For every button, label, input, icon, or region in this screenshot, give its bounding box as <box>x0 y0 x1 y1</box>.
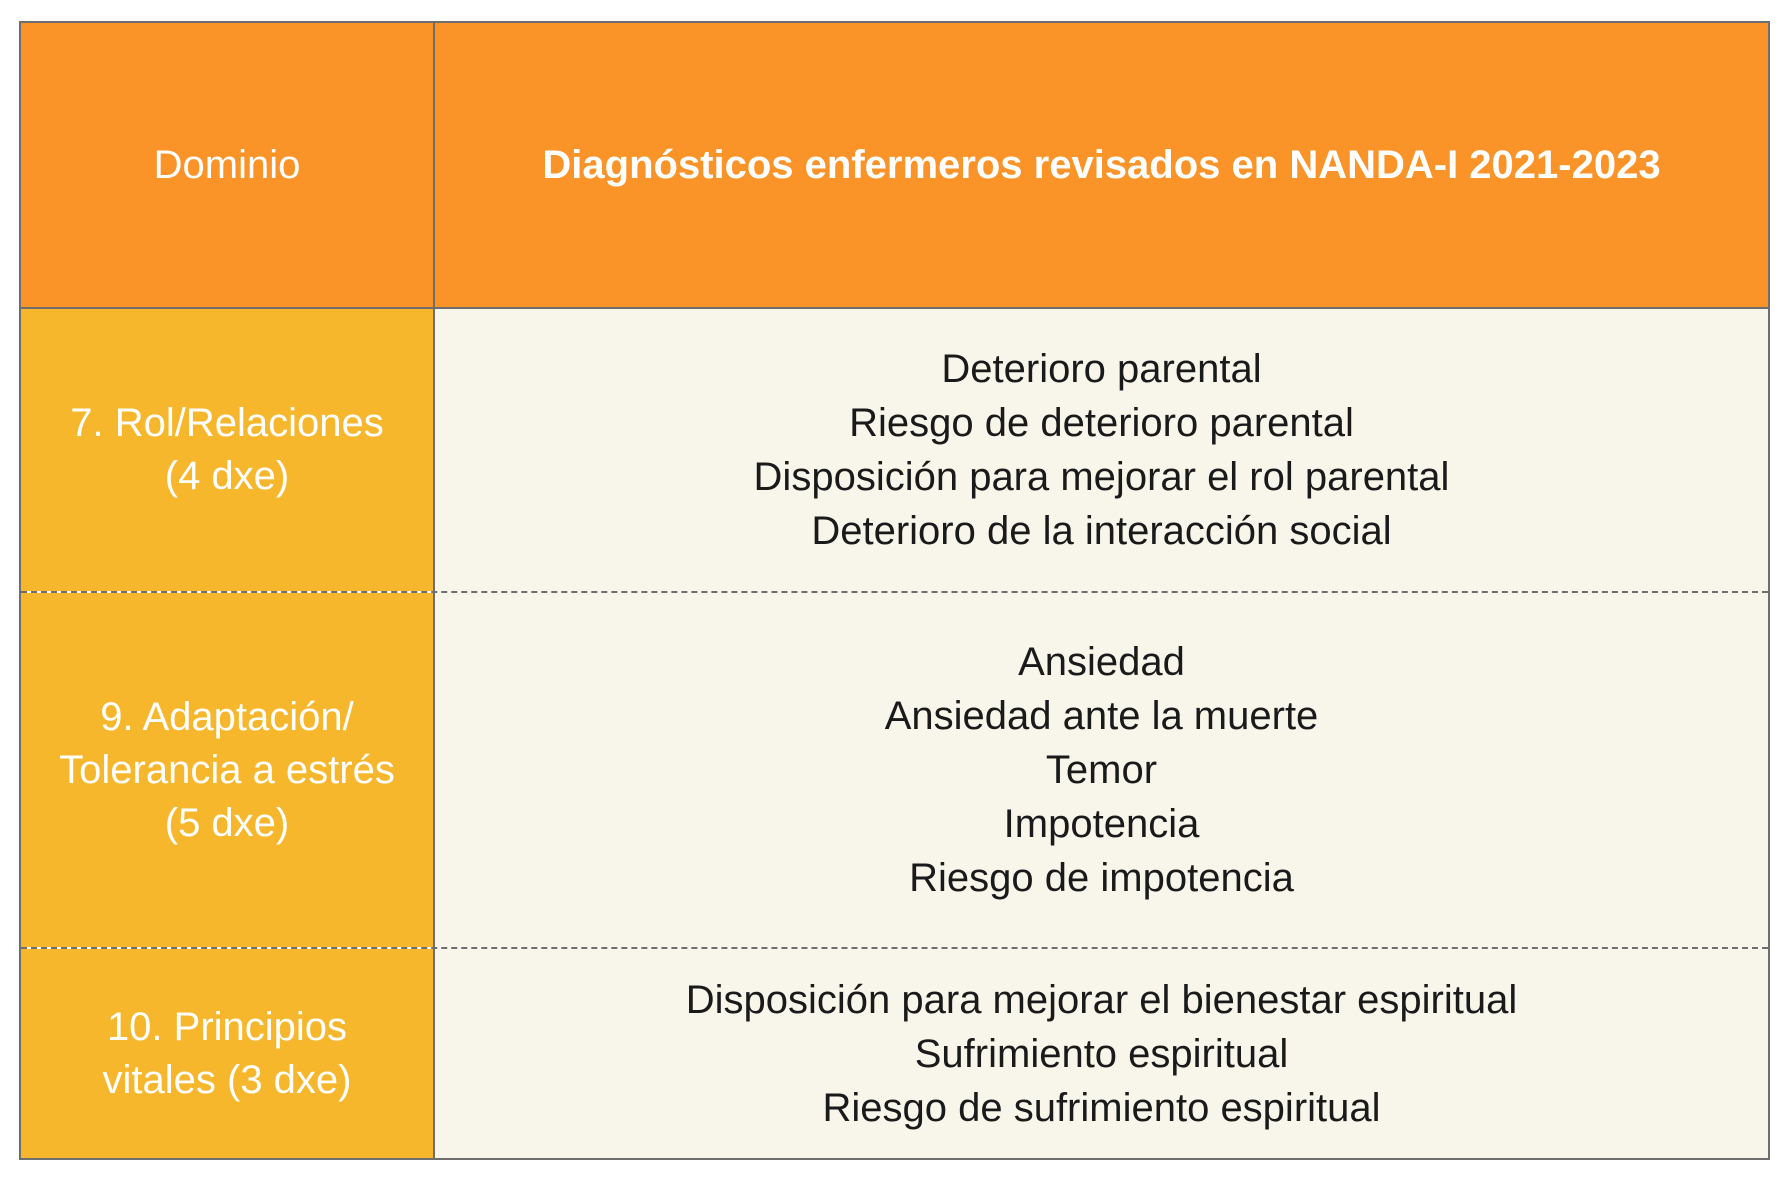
table-row <box>21 593 1768 949</box>
domain-cell <box>21 593 435 947</box>
domain-line: vitales (3 dxe) <box>102 1057 352 1102</box>
diagnoses-cell <box>435 309 1768 591</box>
header-diagnoses-label: Diagnósticos enfermeros revisados en NANDA-I 2021-2023 <box>542 143 1661 187</box>
diagnosis-item: Deterioro parental <box>941 347 1262 391</box>
diagnosis-item: Riesgo de deterioro parental <box>849 401 1354 445</box>
table-row <box>21 309 1768 593</box>
domain-line: (4 dxe) <box>164 454 290 498</box>
header-diagnoses-cell <box>435 23 1768 307</box>
table-row <box>21 949 1768 1158</box>
domain-line: (5 dxe) <box>164 800 290 845</box>
diagnosis-item: Ansiedad <box>1018 640 1185 684</box>
diagnosis-item: Disposición para mejorar el bienestar espiritual <box>685 977 1518 1022</box>
domain-cell <box>21 949 435 1158</box>
diagnosis-item: Temor <box>1045 748 1158 792</box>
diagnosis-item: Ansiedad ante la muerte <box>884 694 1319 738</box>
domain-line: 7. Rol/Relaciones <box>70 401 384 445</box>
diagnosis-item: Disposición para mejorar el rol parental <box>753 455 1450 499</box>
domain-line: 9. Adaptación/ <box>100 694 354 739</box>
diagnoses-cell <box>435 593 1768 947</box>
diagnoses-cell <box>435 949 1768 1158</box>
header-domain-label: Dominio <box>153 142 301 187</box>
domain-line: Tolerancia a estrés <box>59 747 395 792</box>
diagnosis-item: Riesgo de sufrimiento espiritual <box>822 1085 1381 1130</box>
domain-line: 10. Principios <box>106 1004 348 1049</box>
diagnosis-item: Riesgo de impotencia <box>909 856 1294 900</box>
diagnosis-item: Sufrimiento espiritual <box>914 1031 1289 1076</box>
table-header-row <box>21 23 1768 309</box>
domain-cell <box>21 309 435 591</box>
nanda-diagnoses-table <box>19 21 1770 1160</box>
diagnosis-item: Impotencia <box>1003 802 1200 846</box>
diagnosis-item: Deterioro de la interacción social <box>811 509 1392 553</box>
header-domain-cell <box>21 23 435 307</box>
